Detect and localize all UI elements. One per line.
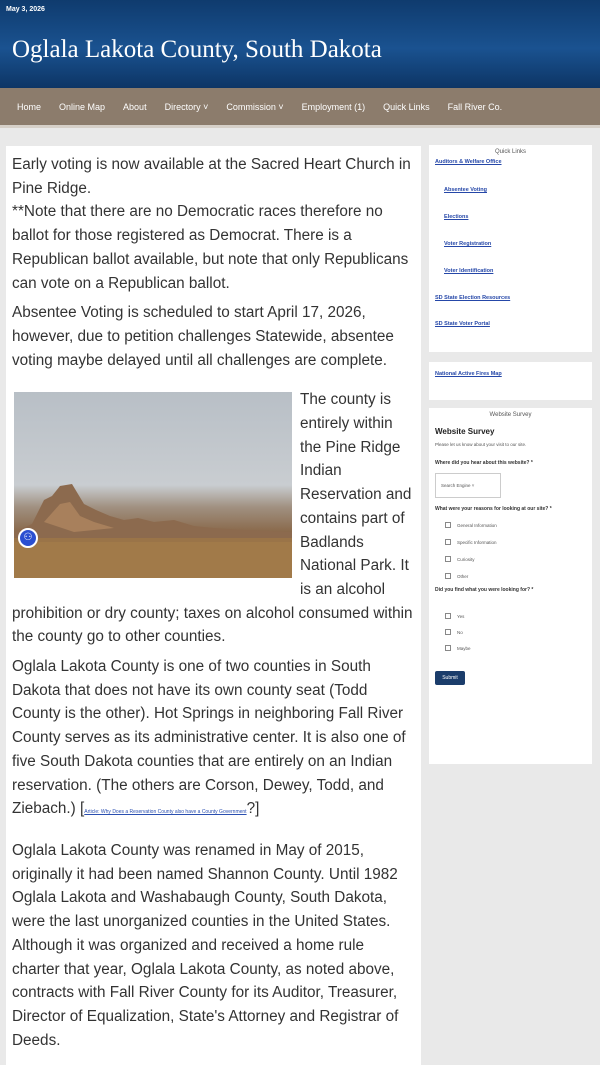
- survey-q3: Did you find what you were looking for? *: [435, 587, 534, 593]
- county-history: Oglala Lakota County was renamed in May of 2015, originally it had been named Shannon County. Until 1982 Oglala Lakota and Washabaugh County, South Dakota, were the last unorganized counties in the United States. Although it was organized and received a home rule charter that year, Oglala Lakota County, as noted above, contracts with Fall River County for its Auditor, Treasurer, Director of Equalization, State's Attorney and Registrar of Deeds.: [12, 841, 399, 1049]
- site-title[interactable]: Oglala Lakota County, South Dakota: [12, 36, 382, 63]
- nav-about[interactable]: About: [123, 101, 147, 112]
- badlands-photo: [14, 392, 292, 578]
- reason-label: General Information: [457, 522, 497, 528]
- reason-label: Specific Information: [457, 539, 497, 545]
- nav-fall-river[interactable]: Fall River Co.: [447, 101, 503, 112]
- elections-link[interactable]: Elections: [444, 214, 469, 220]
- nav-online-map[interactable]: Online Map: [59, 101, 106, 112]
- site-header: [0, 0, 600, 88]
- reason-label: Curiosity: [457, 556, 475, 562]
- checkbox[interactable]: [445, 556, 451, 562]
- nav-directory[interactable]: Directory ˅: [164, 101, 209, 112]
- sd-election-resources-link[interactable]: SD State Election Resources: [435, 295, 511, 301]
- voter-identification-link[interactable]: Voter Identification: [444, 268, 494, 274]
- early-voting-notice: Early voting is now available at the Sacred Heart Church in Pine Ridge.: [12, 156, 411, 197]
- checkbox[interactable]: [445, 645, 451, 651]
- sd-voter-portal-link[interactable]: SD State Voter Portal: [435, 321, 490, 327]
- checkbox[interactable]: [445, 573, 451, 579]
- active-fires-map-link[interactable]: National Active Fires Map: [435, 371, 502, 377]
- auditors-welfare-link[interactable]: Auditors & Welfare Office: [435, 159, 502, 165]
- quick-links-widget: [429, 145, 592, 352]
- found-option-no[interactable]: [445, 629, 586, 635]
- survey-widget-title: Website Survey: [489, 412, 532, 418]
- nav-commission[interactable]: Commission ˅: [226, 101, 284, 112]
- reservation-county-article-link[interactable]: Article: Why Does a Reservation County also have a County Government: [84, 809, 247, 816]
- checkbox[interactable]: [445, 522, 451, 528]
- found-option-maybe[interactable]: [445, 645, 586, 651]
- found-label: No: [457, 629, 463, 635]
- checkbox[interactable]: [445, 629, 451, 635]
- main-nav: [0, 88, 600, 128]
- absentee-voting-link[interactable]: Absentee Voting: [444, 187, 487, 193]
- reason-label: Other: [457, 573, 469, 579]
- fires-widget: [429, 362, 592, 400]
- found-label: Yes: [457, 613, 465, 619]
- header-date: May 3, 2026: [6, 6, 45, 13]
- voter-registration-link[interactable]: Voter Registration: [444, 241, 492, 247]
- survey-q1: Where did you hear about this website? *: [435, 460, 533, 466]
- quick-links-title: Quick Links: [494, 149, 526, 155]
- found-label: Maybe: [457, 645, 471, 651]
- survey-intro: Please let us know about your visit to our site.: [435, 442, 527, 447]
- county-seat-end: ?]: [246, 800, 260, 818]
- accessibility-icon[interactable]: ⚇: [18, 528, 38, 548]
- survey-heading: Website Survey: [435, 427, 495, 436]
- nav-employment[interactable]: Employment (1): [301, 101, 366, 112]
- reason-option-general[interactable]: [445, 522, 586, 528]
- checkbox[interactable]: [445, 613, 451, 619]
- survey-widget: [429, 408, 592, 764]
- checkbox[interactable]: [445, 539, 451, 545]
- absentee-notice: Absentee Voting is scheduled to start April 17, 2026, however, due to petition challenges Statewide, absentee voting maybe delayed until all challenges are complete.: [12, 304, 394, 369]
- source-select[interactable]: Search Engine ˅: [435, 473, 501, 498]
- survey-q2: What were your reasons for looking at our site? *: [435, 506, 552, 512]
- main-content: [6, 146, 421, 1065]
- ballot-note: **Note that there are no Democratic races therefore no ballot for those registered as Democrat. There is a Republican ballot available, but note that only Republicans can vote on a Republican ballot.: [12, 203, 409, 292]
- source-select-value: Search Engine: [441, 483, 471, 488]
- submit-button[interactable]: Submit: [435, 671, 465, 685]
- reason-option-specific[interactable]: [445, 539, 586, 545]
- found-option-yes[interactable]: [445, 613, 586, 619]
- county-seat-text: Oglala Lakota County is one of two counties in South Dakota that does not have its own county seat (Todd County is the other). Hot Springs in neighboring Fall River County serves as its administrative center. It is also one of five South Dakota counties that are entirely on an Indian reservation. (The others are Corson, Dewey, Todd, and Ziebach.) [: [12, 658, 406, 818]
- county-seat-paragraph: [12, 655, 415, 825]
- reason-option-other[interactable]: [445, 573, 586, 579]
- nav-home[interactable]: Home: [17, 101, 42, 112]
- reason-option-curiosity[interactable]: [445, 556, 586, 562]
- nav-quick-links[interactable]: Quick Links: [383, 101, 430, 112]
- county-description: The county is entirely within the Pine Ridge Indian Reservation and contains part of Badlands National Park. It is an alcohol prohibition or dry county; taxes on alcohol consumed within the county go to other counties.: [12, 391, 413, 646]
